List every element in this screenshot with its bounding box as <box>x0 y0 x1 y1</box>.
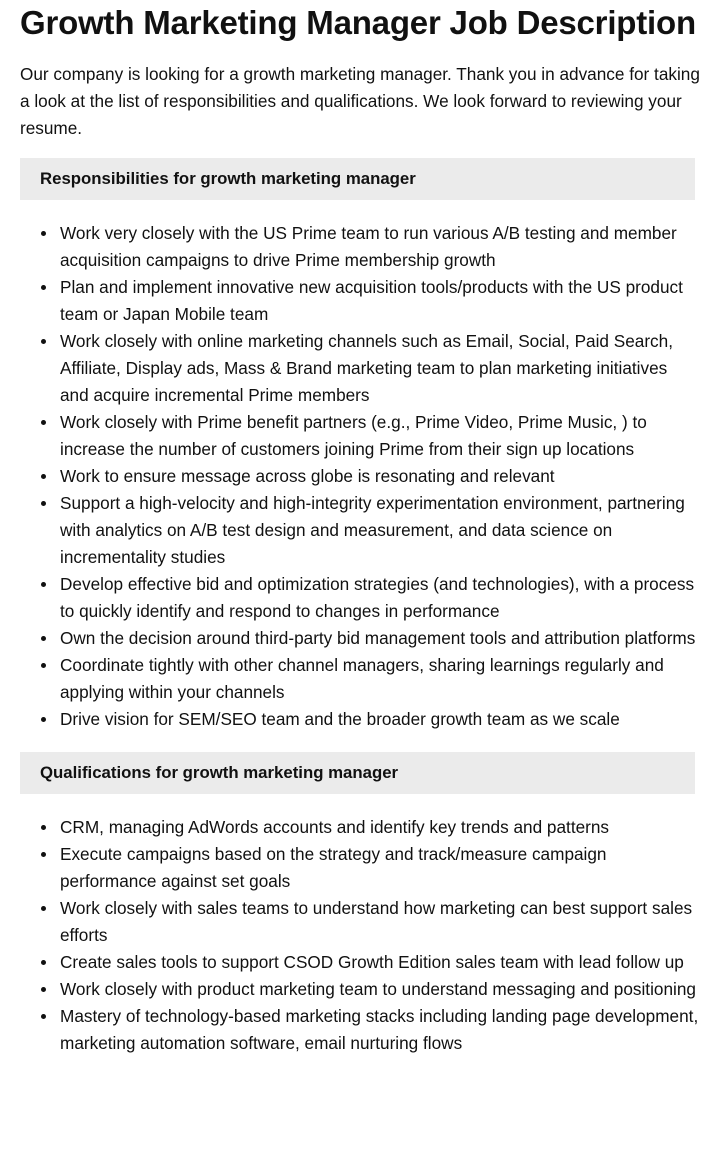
list-item-text: Work closely with product marketing team to understand messaging and positioning <box>60 979 696 999</box>
responsibilities-list <box>20 220 700 733</box>
section-spacer <box>20 733 695 752</box>
list-item <box>20 1003 700 1057</box>
bullet-icon <box>41 663 46 668</box>
list-item-text: Plan and implement innovative new acquisition tools/products with the US product team or Japan Mobile team <box>60 277 683 324</box>
bullet-icon <box>41 582 46 587</box>
list-item-text: Develop effective bid and optimization strategies (and technologies), with a process to quickly identify and respond to changes in performance <box>60 574 695 621</box>
bullet-icon <box>41 474 46 479</box>
bullet-icon <box>41 852 46 857</box>
list-item-text: Work closely with Prime benefit partners (e.g., Prime Video, Prime Music, ) to increase the number of customers joining Prime from their sign up locations <box>60 412 647 459</box>
list-item <box>20 949 700 976</box>
list-item <box>20 814 700 841</box>
bullet-icon <box>41 339 46 344</box>
list-item-text: Mastery of technology-based marketing stacks including landing page development, marketing automation software, email nurturing flows <box>60 1006 699 1053</box>
qualifications-heading: Qualifications for growth marketing manager <box>40 763 399 782</box>
list-item-text: Create sales tools to support CSOD Growth Edition sales team with lead follow up <box>60 952 684 972</box>
intro-paragraph: Our company is looking for a growth marketing manager. Thank you in advance for taking a look at the list of responsibilities and qualifications. We look forward to reviewing your resume. <box>20 64 700 138</box>
list-item <box>20 274 700 328</box>
bullet-icon <box>41 825 46 830</box>
bullet-icon <box>41 717 46 722</box>
list-item <box>20 976 700 1003</box>
list-item <box>20 463 700 490</box>
bullet-icon <box>41 231 46 236</box>
list-item <box>20 841 700 895</box>
list-item <box>20 895 700 949</box>
list-item-text: Drive vision for SEM/SEO team and the broader growth team as we scale <box>60 709 620 729</box>
list-item-text: Work closely with sales teams to understand how marketing can best support sales efforts <box>60 898 693 945</box>
bullet-icon <box>41 960 46 965</box>
list-item-text: Work to ensure message across globe is resonating and relevant <box>60 466 555 486</box>
bullet-icon <box>41 285 46 290</box>
bullet-icon <box>41 906 46 911</box>
page-title: Growth Marketing Manager Job Description <box>20 4 696 41</box>
list-item-text: Work very closely with the US Prime team to run various A/B testing and member acquisition campaigns to drive Prime membership growth <box>60 223 677 270</box>
list-item <box>20 490 700 571</box>
list-item <box>20 328 700 409</box>
list-item <box>20 706 700 733</box>
list-item-text: Work closely with online marketing channels such as Email, Social, Paid Search, Affiliate, Display ads, Mass & Brand marketing team to plan marketing initiatives and acquire incremental Prime members <box>60 331 673 405</box>
bullet-icon <box>41 987 46 992</box>
bullet-icon <box>41 636 46 641</box>
list-item-text: Execute campaigns based on the strategy and track/measure campaign performance against set goals <box>60 844 607 891</box>
responsibilities-header <box>20 158 695 200</box>
responsibilities-heading: Responsibilities for growth marketing manager <box>40 169 416 188</box>
list-item <box>20 652 700 706</box>
list-item-text: CRM, managing AdWords accounts and identify key trends and patterns <box>60 817 610 837</box>
list-item-text: Own the decision around third-party bid management tools and attribution platforms <box>60 628 696 648</box>
list-item-text: Support a high-velocity and high-integrity experimentation environment, partnering with analytics on A/B test design and measurement, and data science on incrementality studies <box>60 493 685 567</box>
bullet-icon <box>41 420 46 425</box>
bullet-icon <box>41 1014 46 1019</box>
list-item <box>20 571 700 625</box>
list-item <box>20 409 700 463</box>
list-item <box>20 625 700 652</box>
qualifications-header <box>20 752 695 794</box>
list-item-text: Coordinate tightly with other channel managers, sharing learnings regularly and applying within your channels <box>60 655 664 702</box>
bullet-icon <box>41 501 46 506</box>
qualifications-list <box>20 814 700 1057</box>
list-item <box>20 220 700 274</box>
